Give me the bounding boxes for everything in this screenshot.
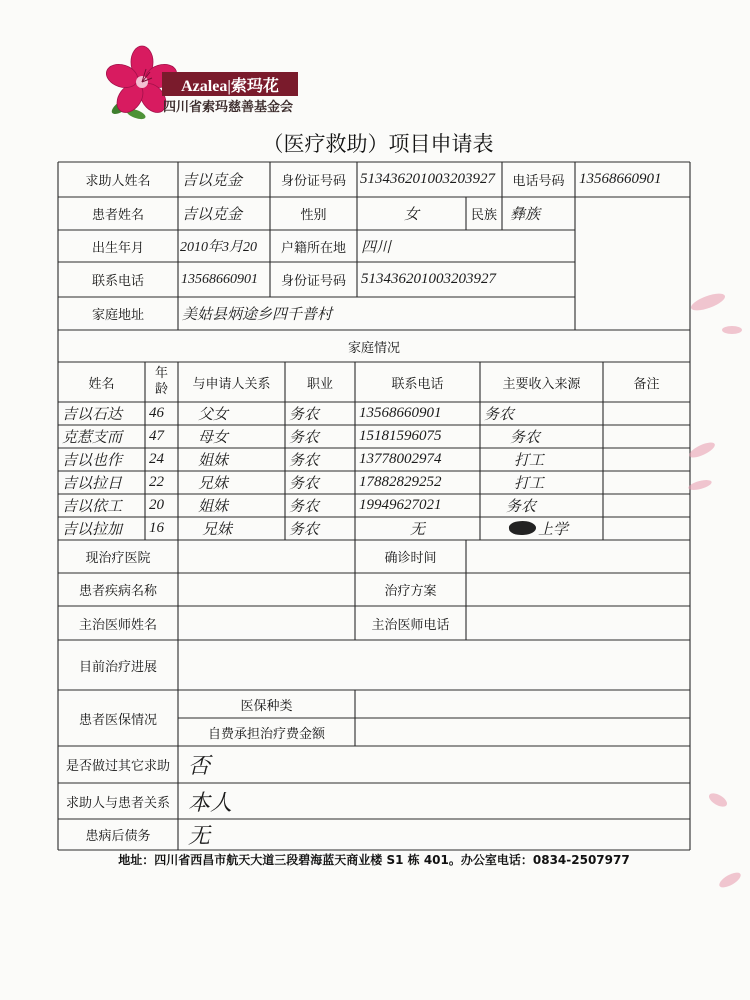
member-relation: 兄妹 xyxy=(198,476,229,492)
member-job: 务农 xyxy=(289,522,320,538)
member-phone: 15181596075 xyxy=(359,428,442,444)
member-job: 务农 xyxy=(289,407,320,423)
disease-name-label: 患者疾病名称 xyxy=(78,584,157,599)
member-age: 47 xyxy=(149,428,164,444)
family-header-age-text: 年龄 xyxy=(154,366,168,397)
member-age: 16 xyxy=(149,520,164,536)
gender-value: 女 xyxy=(403,207,419,223)
stamp-smudge xyxy=(717,870,743,891)
debt-value: 无 xyxy=(188,823,211,848)
insurance-type-label: 医保种类 xyxy=(240,698,293,714)
other-help-value: 否 xyxy=(188,753,211,778)
form-title: （医疗救助）项目申请表 xyxy=(262,132,494,156)
gender-label: 性别 xyxy=(300,208,327,223)
insurance-label: 患者医保情况 xyxy=(78,712,157,728)
member-income: 上学 xyxy=(538,522,569,538)
member-age: 46 xyxy=(149,405,164,421)
hukou-value: 四川 xyxy=(361,239,392,256)
member-relation: 姐妹 xyxy=(198,453,229,469)
contact-phone-value: 13568660901 xyxy=(181,271,258,287)
member-age: 22 xyxy=(149,474,164,490)
member-job: 务农 xyxy=(289,453,320,469)
family-header-phone: 联系电话 xyxy=(391,376,444,392)
member-phone: 19949627021 xyxy=(359,497,442,513)
member-phone: 17882829252 xyxy=(359,474,442,490)
stamp-smudge xyxy=(707,791,729,810)
hospital-label: 现治疗医院 xyxy=(85,551,151,566)
family-header-age xyxy=(145,362,178,402)
stamp-smudge xyxy=(687,440,717,461)
phone-label: 电话号码 xyxy=(512,174,565,189)
member-relation: 父女 xyxy=(198,407,229,423)
stamp-smudge xyxy=(687,478,712,492)
patient-name-value: 吉以克金 xyxy=(182,207,243,223)
family-header-job: 职业 xyxy=(306,376,333,392)
birth-date-value: 2010年3月20 xyxy=(180,240,257,255)
member-income: 务农 xyxy=(506,499,537,515)
patient-name-label: 患者姓名 xyxy=(91,208,144,223)
member-age: 24 xyxy=(149,451,164,467)
ethnicity-label: 民族 xyxy=(470,208,497,223)
family-header-relation: 与申请人关系 xyxy=(192,376,271,392)
treatment-plan-label: 治疗方案 xyxy=(384,584,437,599)
family-header-note: 备注 xyxy=(633,376,660,392)
applicant-name-value: 吉以克金 xyxy=(182,173,243,189)
id-number-label: 身份证号码 xyxy=(280,174,346,189)
member-job: 务农 xyxy=(289,430,320,446)
member-phone: 13778002974 xyxy=(359,451,442,467)
family-section-title: 家庭情况 xyxy=(347,340,400,356)
member-phone: 无 xyxy=(409,522,425,538)
phone-value: 13568660901 xyxy=(579,171,662,187)
member-job: 务农 xyxy=(289,499,320,515)
member-income: 打工 xyxy=(514,453,545,469)
id-number-value: 513436201003203927 xyxy=(360,171,495,187)
member-income: 务农 xyxy=(484,407,515,423)
birth-date-label: 出生年月 xyxy=(91,240,144,256)
relation-to-patient-value: 本人 xyxy=(188,789,233,815)
relation-to-patient-label: 求助人与患者关系 xyxy=(65,795,170,811)
doctor-name-label: 主治医师姓名 xyxy=(78,617,157,633)
contact-phone-label: 联系电话 xyxy=(91,274,144,289)
family-header-income: 主要收入来源 xyxy=(502,376,581,392)
doctor-phone-label: 主治医师电话 xyxy=(371,617,450,633)
diagnosis-time-label: 确诊时间 xyxy=(384,551,437,566)
id-number-label-2: 身份证号码 xyxy=(280,274,346,289)
applicant-name-label: 求助人姓名 xyxy=(85,174,151,189)
treatment-progress-label: 目前治疗进展 xyxy=(78,659,157,675)
member-relation: 母女 xyxy=(198,430,229,446)
stamp-smudge xyxy=(722,326,742,334)
id-number-value-2: 513436201003203927 xyxy=(361,271,496,287)
family-header-name: 姓名 xyxy=(88,376,115,392)
debt-label: 患病后债务 xyxy=(85,829,151,844)
home-address-value: 美姑县炳途乡四千普村 xyxy=(182,307,333,323)
member-relation: 姐妹 xyxy=(198,499,229,515)
footer-address: 地址：四川省西昌市航天大道三段碧海蓝天商业楼 S1 栋 401。办公室电话：0834-2507977 xyxy=(118,852,630,867)
member-name: 吉以也作 xyxy=(62,453,123,469)
self-pay-amount-label: 自费承担治疗费金额 xyxy=(207,726,325,742)
member-name: 吉以石达 xyxy=(62,407,123,423)
member-name: 吉以拉加 xyxy=(62,522,123,538)
home-address-label: 家庭地址 xyxy=(91,308,144,323)
other-help-label: 是否做过其它求助 xyxy=(65,759,170,774)
member-income: 打工 xyxy=(514,476,545,492)
ethnicity-value: 彝族 xyxy=(510,207,541,223)
member-name: 克惹支而 xyxy=(62,430,123,446)
member-name: 吉以依工 xyxy=(62,499,123,515)
stamp-smudge xyxy=(689,290,727,314)
member-phone: 13568660901 xyxy=(359,405,442,421)
hukou-label: 户籍所在地 xyxy=(280,240,346,256)
brand-name-banner: Azalea|索玛花 xyxy=(162,72,298,96)
member-relation: 兄妹 xyxy=(202,522,233,538)
member-name: 吉以拉日 xyxy=(62,476,123,492)
member-job: 务农 xyxy=(289,476,320,492)
organization-name: 四川省索玛慈善基金会 xyxy=(162,100,293,115)
stamp-marks xyxy=(680,280,750,920)
member-age: 20 xyxy=(149,497,164,513)
member-income: 务农 xyxy=(510,430,541,446)
